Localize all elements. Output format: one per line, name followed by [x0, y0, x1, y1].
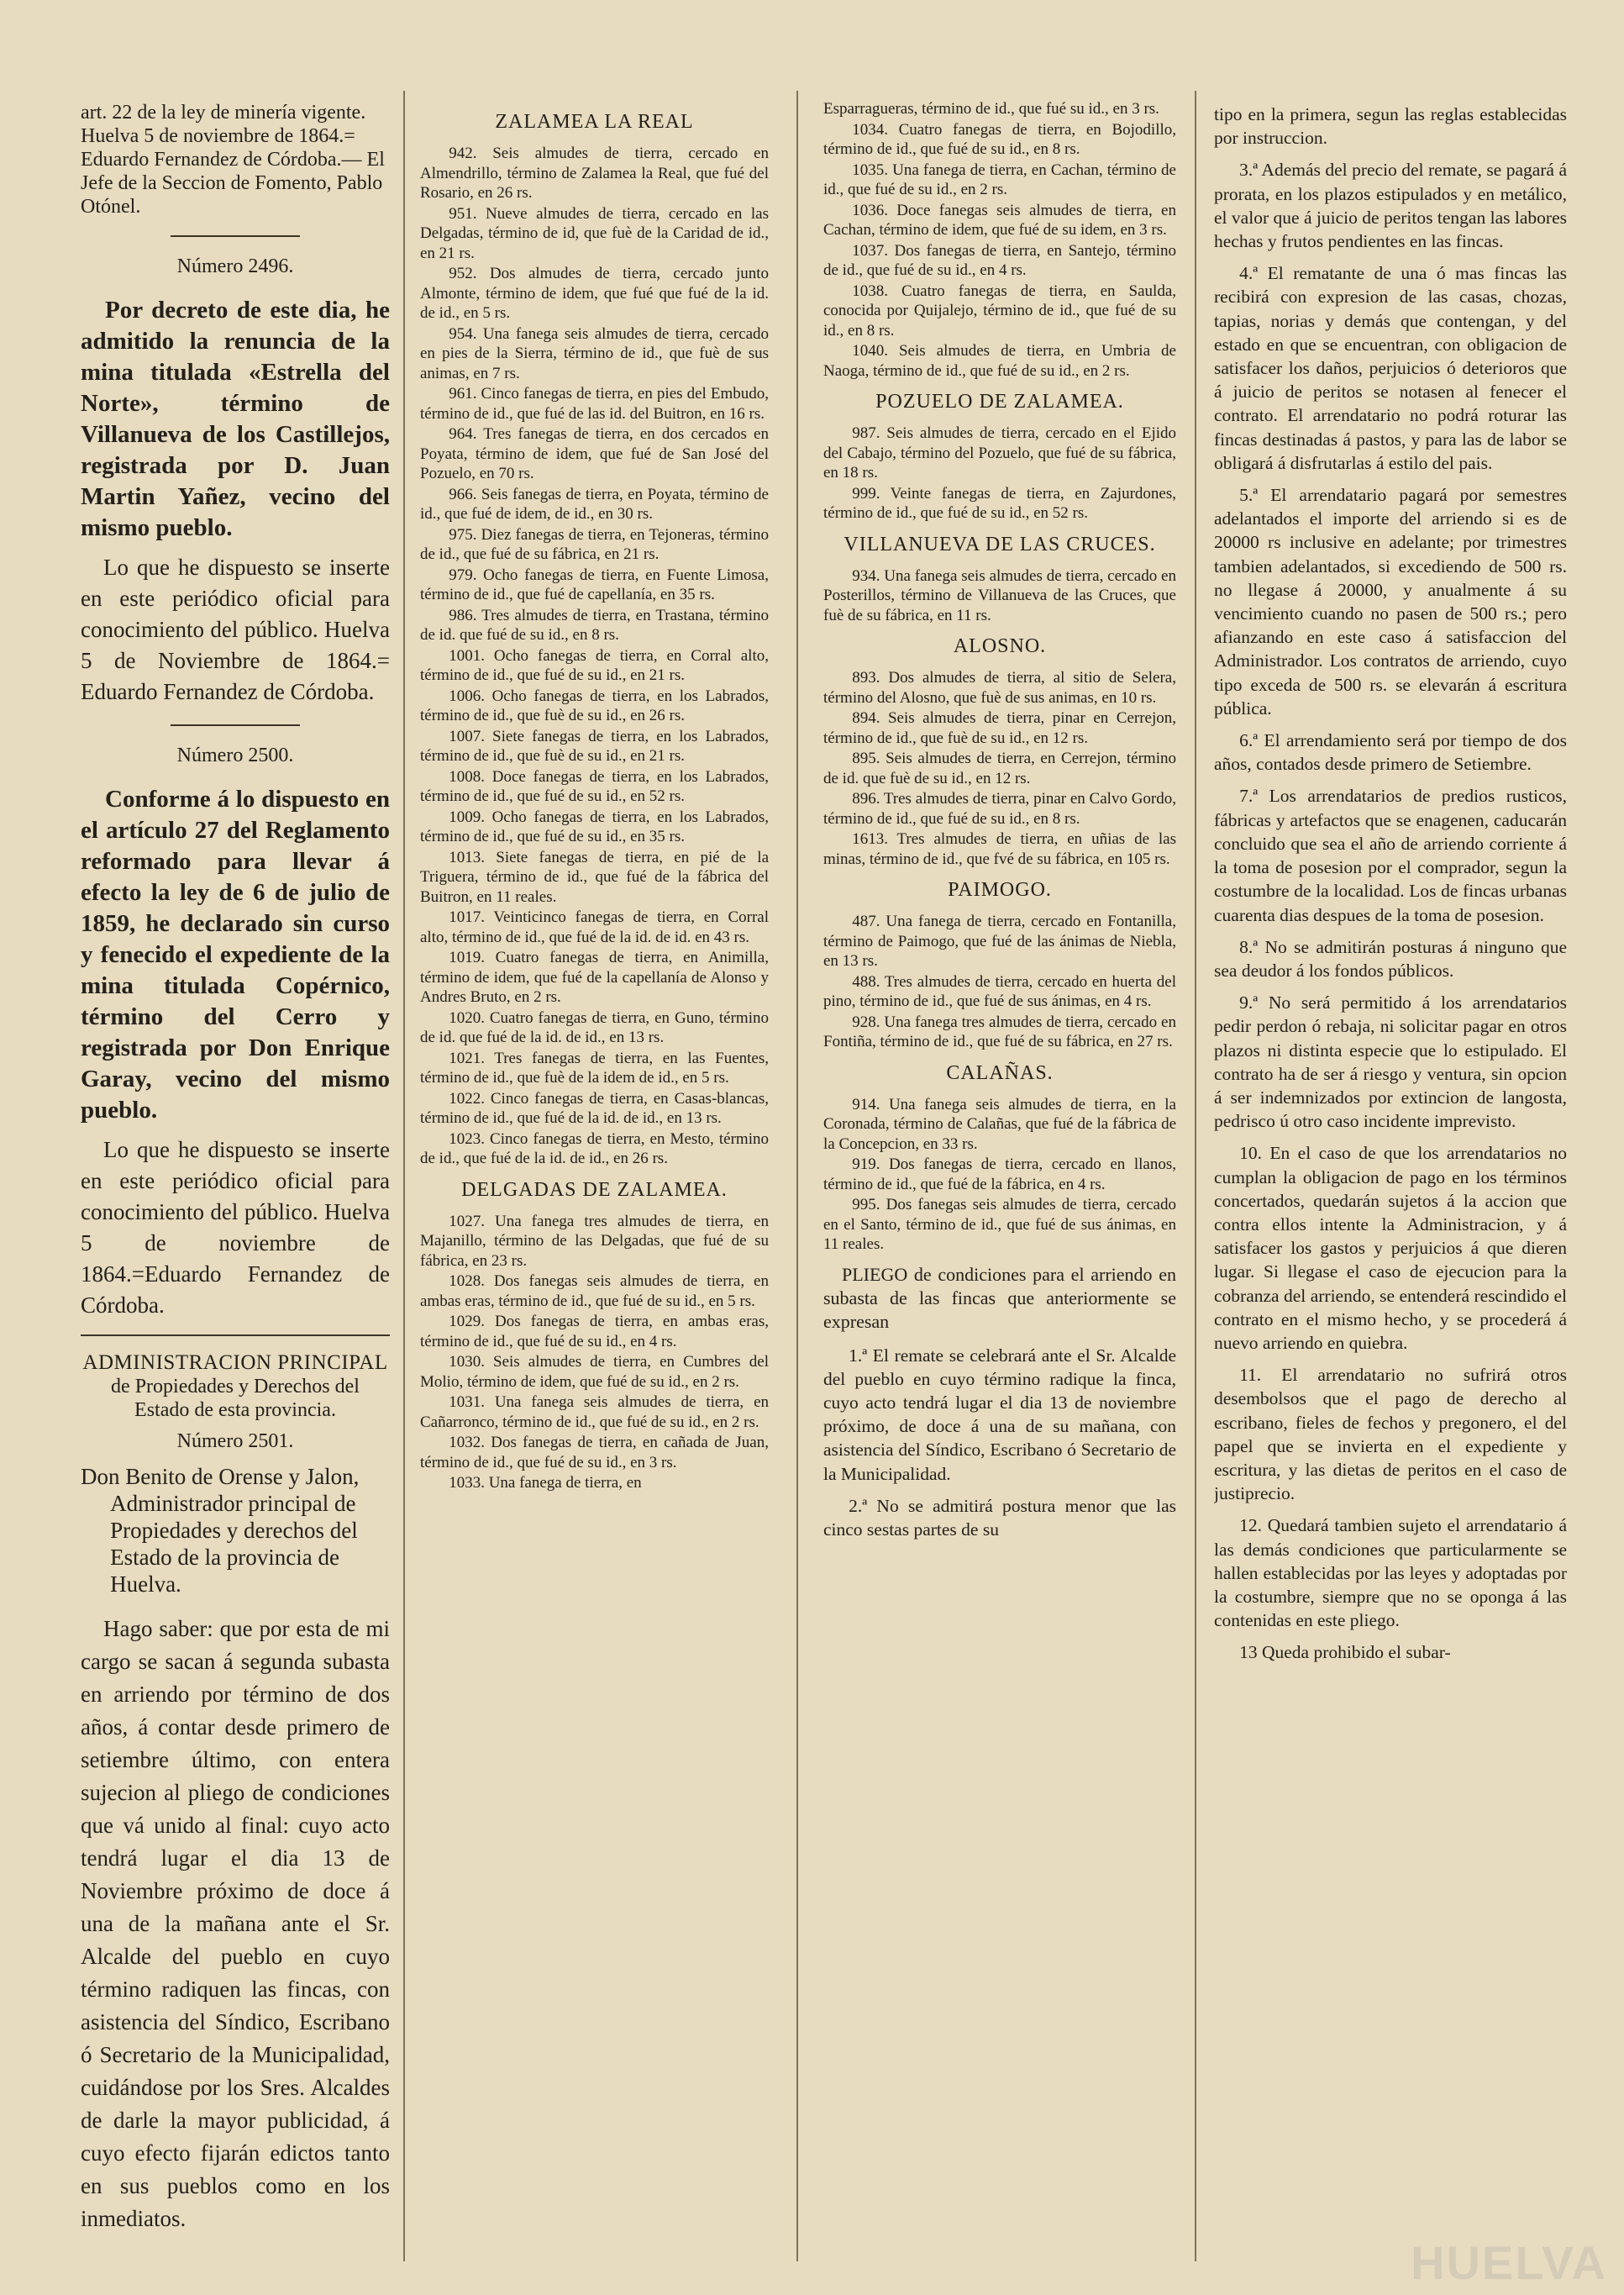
- land-entry: 919. Dos fanegas de tierra, cercado en llanos, término de id., que fué de la fábrica, en 4 rs.: [823, 1155, 1176, 1193]
- column-rule: [1195, 91, 1196, 2261]
- land-entry: 1031. Una fanega seis almudes de tierra, en Cañarronco, término de id., que fué de su id., en 2 rs.: [420, 1393, 769, 1431]
- condition-13: 13 Queda prohibido el subar-: [1239, 1642, 1451, 1663]
- land-entry: 1030. Seis almudes de tierra, en Cumbres del Molio, término de idem, que fué de su id., en 2 rs.: [420, 1353, 769, 1391]
- land-entry: 954. Una fanega seis almudes de tierra, cercado en pies de la Sierra, término de id., que fuè de sus animas, en 7 rs.: [420, 324, 769, 382]
- notice-number-2501: Número 2501.: [176, 1430, 294, 1452]
- land-entry: 487. Una fanega de tierra, cercado en Fontanilla, término de Paimogo, que fué de las ánimas de Niebla, en 13 rs.: [823, 913, 1176, 970]
- land-entry: Esparragueras, término de id., que fué su id., en 3 rs.: [823, 100, 1159, 118]
- section-heading: ALOSNO.: [953, 635, 1047, 657]
- condition-6: 6.ª El arrendamiento será por tiempo de dos años, contados desde primero de Setiembre.: [1214, 730, 1567, 775]
- divider: [171, 235, 301, 237]
- land-entry: 1032. Dos fanegas de tierra, en cañada de Juan, término de id., que fué de su id., en 3 rs.: [420, 1434, 769, 1471]
- land-entry: 1022. Cinco fanegas de tierra, en Casas-blancas, término de id., que fué de la id. de id., en 13 rs.: [420, 1089, 769, 1127]
- land-entry: 986. Tres almudes de tierra, en Trastana, término de id. que fué de su id., en 8 rs.: [420, 606, 769, 644]
- column-3: [823, 99, 1176, 2287]
- watermark-logo: HUELVA: [1411, 2236, 1607, 2289]
- land-entry: 999. Veinte fanegas de tierra, en Zajurdones, término de id., que fué de su id., en 52 rs.: [823, 484, 1176, 522]
- land-entry: 975. Diez fanegas de tierra, en Tejoneras, término de id., que fué de su fábrica, en 21 rs.: [420, 525, 769, 563]
- notice-2496-text: Por decreto de este dia, he admitido la renuncia de la mina titulada «Estrella del Norte», término de Villanueva de los Castillejos, registrada por D. Juan Martin Yañez, vecino del mismo pueblo.: [81, 297, 390, 541]
- land-entry: 1027. Una fanega tres almudes de tierra, en Majanillo, término de las Delgadas, que fué de su fábrica, en 23 rs.: [420, 1212, 769, 1270]
- condition-12: 12. Quedará tambien sujeto el arrendatario á las demás condiciones que particularmente se hallen establecidas por las leyes y adoptadas por la costumbre, siempre que no se oponga á las contenidas en este pliego.: [1214, 1515, 1567, 1631]
- land-entry: 1613. Tres almudes de tierra, en uñias de las minas, término de id., que fvé de su fábrica, en 105 rs.: [823, 830, 1176, 868]
- condition-5: 5.ª El arrendatario pagará por semestres adelantados el importe del arriendo si es de 20000 rs inclusive en adelante; por trimestres tambien adelantados, si excediendo de 500 rs. no llegase á 20000, y anualmente á su vencimiento cuando no pasen de 500 rs.; pero afianzando en este caso á satisfaccion del Administrador. Los contratos de arriendo, cuyo tipo exceda de 500 rs. se elevarán á escritura pública.: [1214, 485, 1567, 719]
- condition-7: 7.ª Los arrendatarios de predios rusticos, fábricas y artefactos que se enagenen, caducarán concluido que sea el año de arriendo corriente á la toma de posesion por el comprador, segun la costumbre de la localidad. Los de fincas urbanas cuarenta dias despues de la toma de posesion.: [1214, 786, 1567, 925]
- column-2: [420, 101, 769, 2287]
- condition-10: 10. En el caso de que los arrendatarios no cumplan la obligacion de pago en los términos concertados, quedarán sujetos á la accion que contra ellos intente la Administracion, y á satisfacer los gastos y perjuicios á que dieren lugar. Si llegase el caso de ejecucion para la cobranza del arriendo, se entenderá rescindido el contrato en el mismo hecho, y se procederá á nuevo arriendo en quiebra.: [1214, 1143, 1567, 1353]
- notice-number-2500: Número 2500.: [176, 745, 294, 766]
- land-entry: 1033. Una fanega de tierra, en: [449, 1474, 642, 1492]
- administration-subtitle: de Propiedades y Derechos del: [111, 1376, 360, 1398]
- land-entry: 894. Seis almudes de tierra, pinar en Cerrejon, término de id., que fuè de su id., en 12 rs.: [823, 709, 1176, 747]
- previous-notice-end: art. 22 de la ley de minería vigente. Huelva 5 de noviembre de 1864.= Eduardo Fernandez de Córdoba.— El Jefe de la Seccion de Fomento, Pablo Otónel.: [81, 102, 385, 218]
- land-entry: 914. Una fanega seis almudes de tierra, en la Coronada, término de Calañas, que fué de la fábrica de la Concepcion, en 33 rs.: [823, 1095, 1176, 1153]
- land-entry: 987. Seis almudes de tierra, cercado en el Ejido del Cabajo, término del Pozuelo, que fué de su fábrica, en 18 rs.: [823, 424, 1176, 482]
- land-entry: 1034. Cuatro fanegas de tierra, en Bojodillo, término de id., que fué de su id., en 8 rs.: [823, 120, 1176, 158]
- land-entry: 895. Seis almudes de tierra, en Cerrejon, término de id. que fuè de su id., en 12 rs.: [823, 750, 1176, 787]
- divider: [171, 724, 301, 726]
- land-entry: 1009. Ocho fanegas de tierra, en los Labrados, término de id., que fué de su id., en 35 rs.: [420, 808, 769, 845]
- administrator-name: Don Benito de Orense y Jalon, Administrador principal de Propiedades y derechos del Estado de la provincia de Huelva.: [81, 1464, 360, 1597]
- notice-2496-publication: Lo que he dispuesto se inserte en este periódico oficial para conocimiento del público. Huelva 5 de Noviembre de 1864.= Eduardo Fernandez de Córdoba.: [81, 555, 390, 704]
- land-entry: 893. Dos almudes de tierra, al sitio de Selera, término del Alosno, que fuè de sus animas, en 10 rs.: [823, 669, 1176, 707]
- land-entry: 1021. Tres fanegas de tierra, en las Fuentes, término de id., que fuè de la idem de id., en 5 rs.: [420, 1049, 769, 1087]
- land-entry: 951. Nueve almudes de tierra, cercado en las Delgadas, término de id, que fuè de la Caridad de id., en 21 rs.: [420, 204, 769, 262]
- land-entry: 1037. Dos fanegas de tierra, en Santejo, término de id., que fué de su id., en 4 rs.: [823, 241, 1176, 279]
- land-entry: 1038. Cuatro fanegas de tierra, en Saulda, conocida por Quijalejo, término de id., que fué de su id., en 8 rs.: [823, 282, 1176, 340]
- condition-3: 3.ª Además del precio del remate, se pagará á prorata, en los plazos estipulados y en metálico, el valor que á juicio de peritos tengan las labores hechas y frutos pendientes en las fincas.: [1214, 160, 1567, 252]
- land-entry: 1020. Cuatro fanegas de tierra, en Guno, término de id. que fué de la id. de id., en 13 rs.: [420, 1008, 769, 1046]
- section-heading: ZALAMEA LA REAL: [495, 111, 694, 133]
- section-heading: PAIMOGO.: [948, 879, 1052, 901]
- land-entry: 488. Tres almudes de tierra, cercado en huerta del pino, término de id., que fué de sus ánimas, en 4 rs.: [823, 972, 1176, 1010]
- land-entry: 979. Ocho fanegas de tierra, en Fuente Limosa, término de id., que fué de capellanía, en 35 rs.: [420, 566, 769, 603]
- condition-4: 4.ª El rematante de una ó mas fincas las recibirá con expresion de las casas, chozas, tapias, norias y demás que contengan, y del estado en que se encuentran, con obligacion de satisfacer los daños, perjuicios ó deterioros que á juicio de peritos se notasen al fenecer el contrato. El arrendatario no podrá roturar las fincas destinadas á pastos, y para las de labor se obligará á disfrutarlas á estilo del pais.: [1214, 263, 1567, 473]
- land-entry: 966. Seis fanegas de tierra, en Poyata, término de id., que fué de idem, de id., en 30 rs.: [420, 485, 769, 523]
- section-heading: POZUELO DE ZALAMEA.: [875, 391, 1124, 413]
- section-heading: DELGADAS DE ZALAMEA.: [461, 1178, 728, 1201]
- land-entry: 1017. Veinticinco fanegas de tierra, en Corral alto, término de id., que fué de la id. de id. en 43 rs.: [420, 908, 769, 946]
- column-rule: [403, 91, 405, 2261]
- auction-announcement: Hago saber: que por esta de mi cargo se sacan á segunda subasta en arriendo por término de dos años, á contar desde primero de setiembre último, con entera sujecion al pliego de condiciones que vá unido al final: cuyo acto tendrá lugar el dia 13 de Noviembre próximo de doce á una de la mañana ante el Sr. Alcalde del pueblo en cuyo término radiquen las fincas, con asistencia del Síndico, Escribano ó Secretario de la Municipalidad, cuidándose por los Sres. Alcaldes de darle la mayor publicidad, á cuyo efecto fijarán edictos tanto en sus pueblos como en los inmediatos.: [81, 1616, 390, 2231]
- land-entry: 1028. Dos fanegas seis almudes de tierra, en ambas eras, término de id., que fué de su id., en 5 rs.: [420, 1272, 769, 1310]
- column-rule: [796, 91, 798, 2261]
- condition-2: 2.ª No se admitirá postura menor que las cinco sestas partes de su: [823, 1495, 1176, 1540]
- land-entry: 1036. Doce fanegas seis almudes de tierra, en Cachan, término de idem, que fué de su idem, en 3 rs.: [823, 201, 1176, 239]
- land-entry: 964. Tres fanegas de tierra, en dos cercados en Poyata, término de idem, que fué de San José del Pozuelo, en 70 rs.: [420, 425, 769, 482]
- notice-2500-publication: Lo que he dispuesto se inserte en este periódico oficial para conocimiento del público. Huelva 5 de noviembre de 1864.=Eduardo Fernandez de Córdoba.: [81, 1137, 390, 1318]
- divider: [81, 1334, 390, 1336]
- land-entry: 1019. Cuatro fanegas de tierra, en Animilla, término de idem, que fué de la capellanía de Alonso y Andres Bruto, en 2 rs.: [420, 949, 769, 1006]
- land-entry: 1001. Ocho fanegas de tierra, en Corral alto, término de id., que fué de su id., en 21 rs.: [420, 646, 769, 684]
- condition-2-continued: tipo en la primera, segun las reglas establecidas por instruccion.: [1214, 104, 1567, 149]
- column-1: [81, 101, 390, 2287]
- land-entry: 942. Seis almudes de tierra, cercado en Almendrillo, término de Zalamea la Real, que fué del Rosario, en 26 rs.: [420, 145, 769, 202]
- administration-subtitle-2: Estado de esta provincia.: [134, 1399, 336, 1421]
- land-entry: 961. Cinco fanegas de tierra, en pies del Embudo, término de id., que fué de las id. del Buitron, en 16 rs.: [420, 385, 769, 423]
- section-heading: VILLANUEVA DE LAS CRUCES.: [844, 533, 1156, 555]
- conditions-heading: PLIEGO de condiciones para el arriendo en subasta de las fincas que anteriormente se expresan: [823, 1263, 1176, 1332]
- land-entry: 1040. Seis almudes de tierra, en Umbria de Naoga, término de id., que fué de su id., en 2 rs.: [823, 342, 1176, 380]
- condition-8: 8.ª No se admitirán posturas á ninguno que sea deudor á los fondos públicos.: [1214, 936, 1567, 981]
- land-entry: 928. Una fanega tres almudes de tierra, cercado en Fontiña, término de id., que fué de su fábrica, en 27 rs.: [823, 1013, 1176, 1050]
- land-entry: 995. Dos fanegas seis almudes de tierra, cercado en el Santo, término de id., que fué de sus ánimas, en 11 reales.: [823, 1196, 1176, 1253]
- land-entry: 934. Una fanega seis almudes de tierra, cercado en Posterillos, término de Villanueva de las Cruces, que fuè de su fábrica, en 11 rs.: [823, 566, 1176, 624]
- notice-number-2496: Número 2496.: [176, 255, 294, 277]
- land-entry: 1008. Doce fanegas de tierra, en los Labrados, término de id., que fué de su id., en 52 rs.: [420, 767, 769, 805]
- condition-11: 11. El arrendatario no sufrirá otros desembolsos que el pago de derecho al escribano, fieles de fechos y pregonero, el del papel que se invierta en el expediente y escritura, y las dietas de peritos en el caso de justiprecio.: [1214, 1365, 1567, 1504]
- land-entry: 1035. Una fanega de tierra, en Cachan, término de id., que fué de su id., en 2 rs.: [823, 161, 1176, 198]
- condition-9: 9.ª No será permitido á los arrendatarios pedir perdon ó rebaja, ni solicitar pagar en otros plazos ni distinta especie que lo estipulado. El contrato ha de ser á riesgo y ventura, sin opcion á ser indemnizados por extincion de langosta, pedrisco ú otro caso incidente imprevisto.: [1214, 992, 1567, 1132]
- column-4: [1214, 103, 1567, 2287]
- land-entry: 1006. Ocho fanegas de tierra, en los Labrados, término de id., que fuè de su id., en 26 rs.: [420, 687, 769, 724]
- administration-title: ADMINISTRACION PRINCIPAL: [82, 1351, 388, 1374]
- land-entry: 896. Tres almudes de tierra, pinar en Calvo Gordo, término de id., que fué de su id., en 8 rs.: [823, 790, 1176, 828]
- administration-heading: [81, 1351, 390, 1422]
- section-heading: CALAÑAS.: [946, 1061, 1054, 1084]
- condition-1: 1.ª El remate se celebrará ante el Sr. Alcalde del pueblo en cuyo término radique la finca, cuyo acto tendrá lugar el dia 13 de noviembre próximo, de doce á una de su mañana, con asistencia del Síndico, Escribano ó Secretario de la Municipalidad.: [823, 1345, 1176, 1484]
- land-entry: 1029. Dos fanegas de tierra, en ambas eras, término de id., que fué de su id., en 4 rs.: [420, 1313, 769, 1350]
- land-entry: 952. Dos almudes de tierra, cercado junto Almonte, término de idem, que fué que fué de la id. de id., en 5 rs.: [420, 265, 769, 322]
- land-entry: 1013. Siete fanegas de tierra, en pié de la Triguera, término de id., que fué de la fábrica del Buitron, en 11 reales.: [420, 848, 769, 906]
- notice-2500-text: Conforme á lo dispuesto en el artículo 27 del Reglamento reformado para llevar á efecto la ley de 6 de julio de 1859, he declarado sin curso y fenecido el expediente de la mina titulada Copérnico, término del Cerro y registrada por Don Enrique Garay, vecino del mismo pueblo.: [81, 786, 390, 1124]
- land-entry: 1007. Siete fanegas de tierra, en los Labrados, término de id., que fuè de su id., en 21 rs.: [420, 727, 769, 765]
- land-entry: 1023. Cinco fanegas de tierra, en Mesto, término de id., que fué de la id. de id., en 26 rs.: [420, 1129, 769, 1167]
